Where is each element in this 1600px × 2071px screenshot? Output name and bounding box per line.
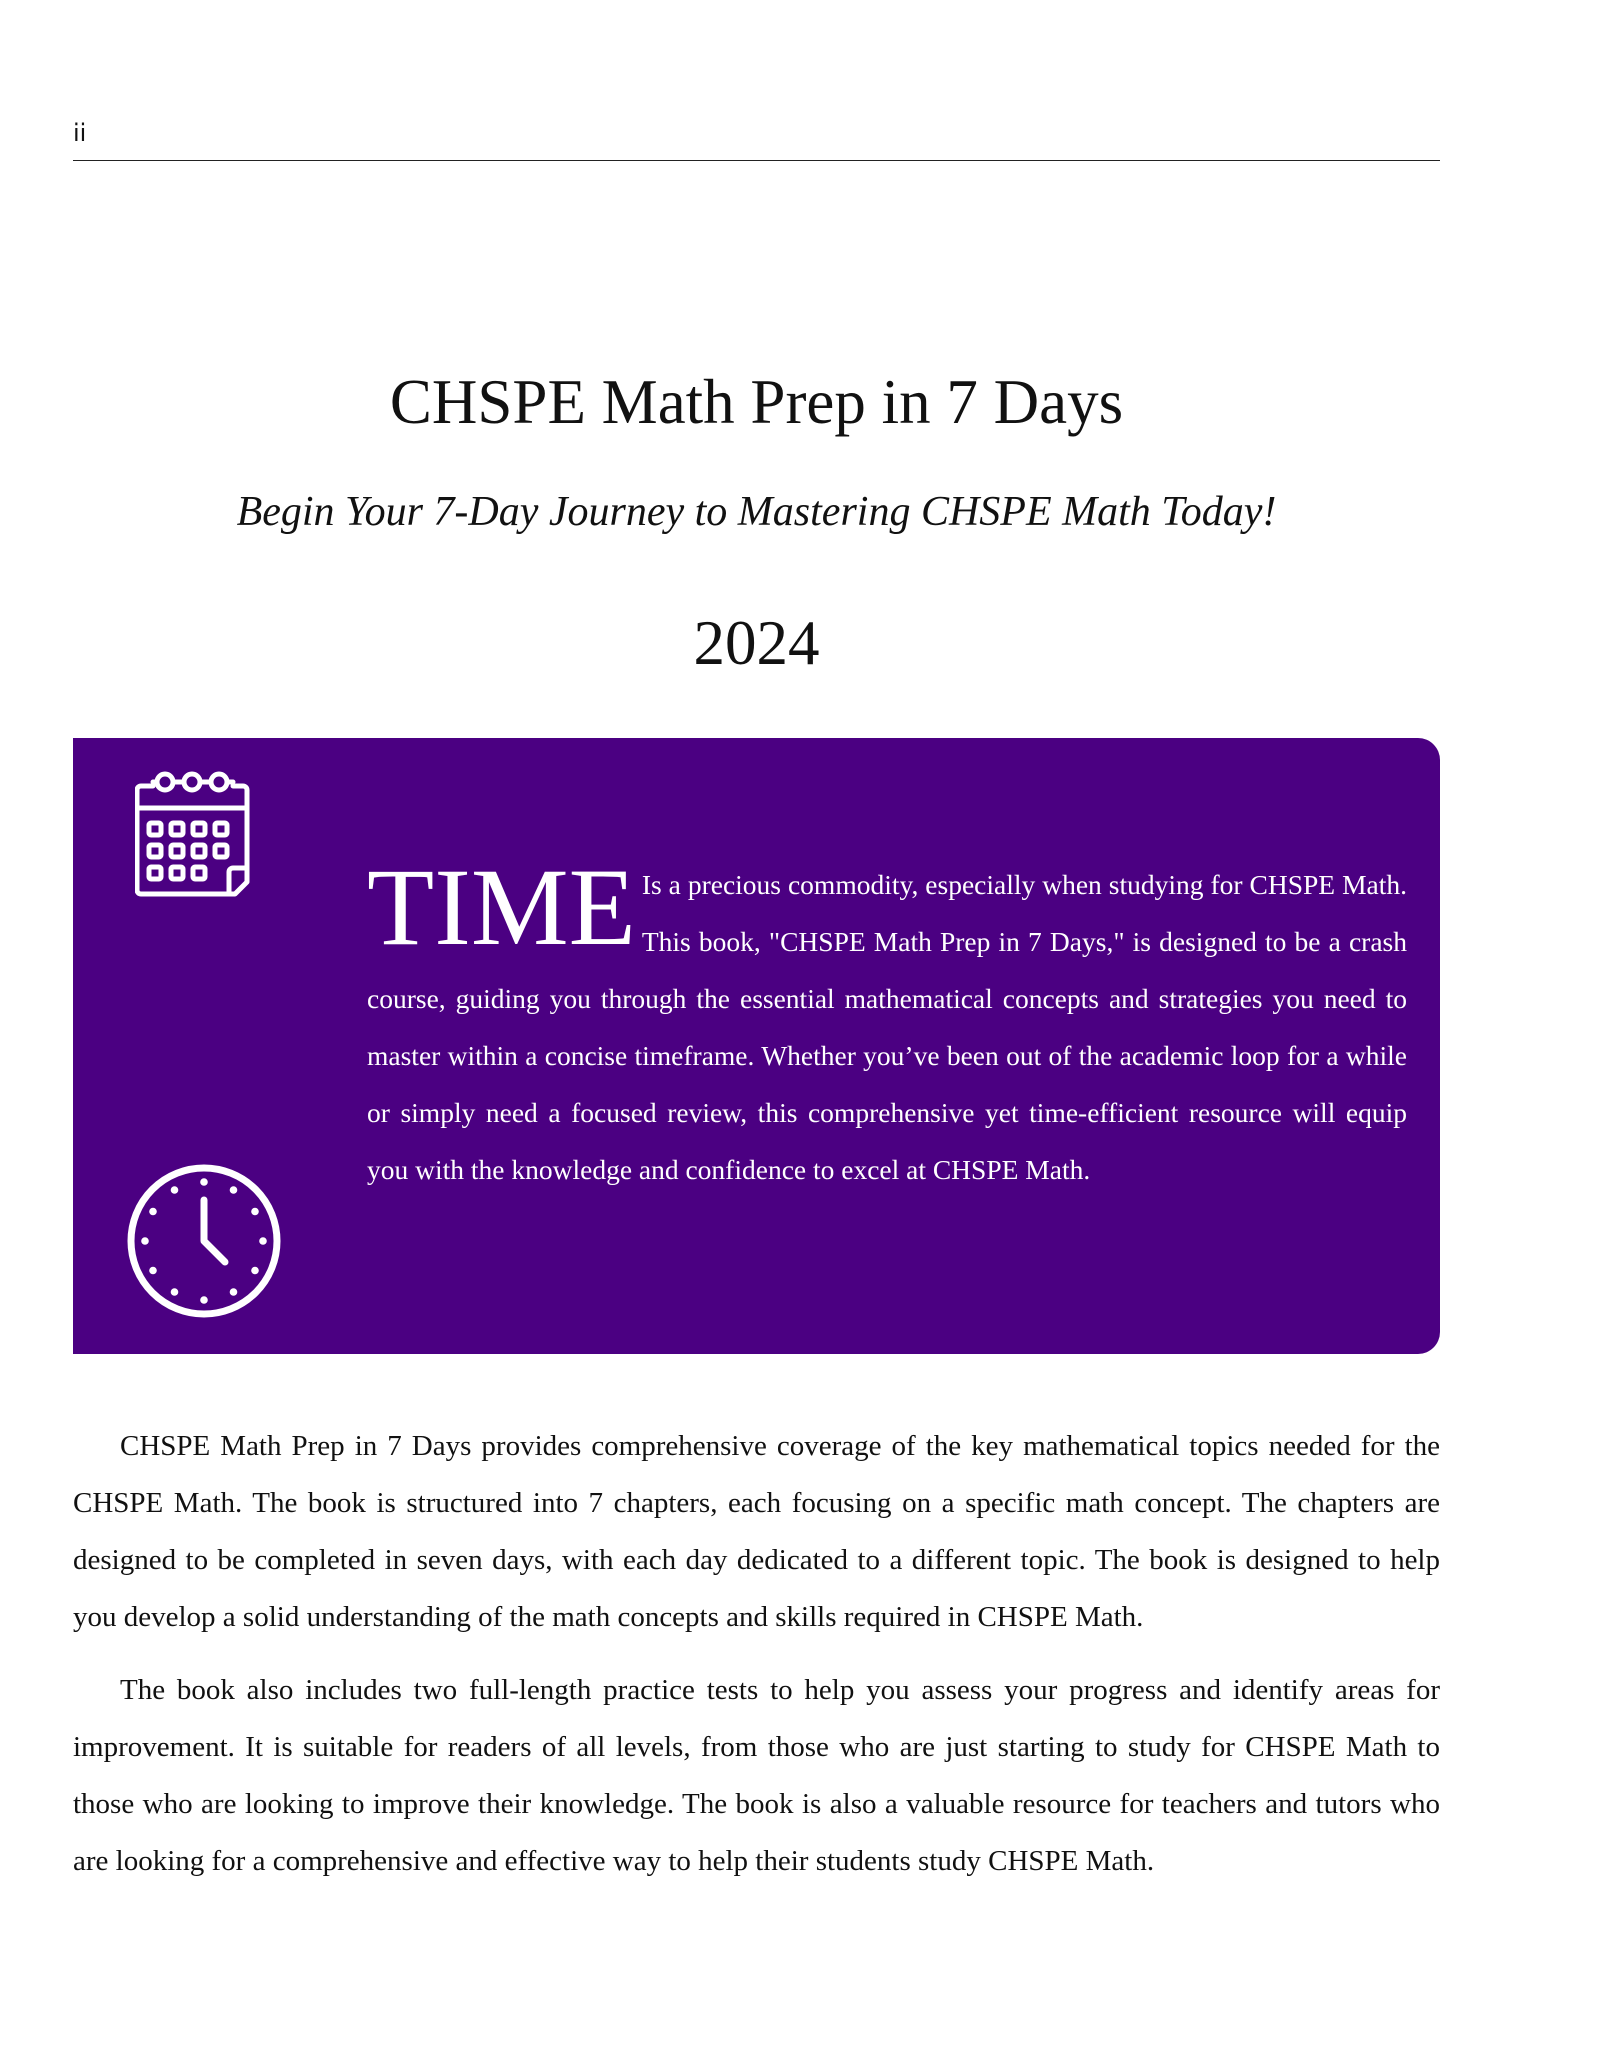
dropcap-word: TIME <box>367 846 636 968</box>
body-paragraph: The book also includes two full-length practice tests to help you assess your progress and identify areas for improvement. It is suitable for readers of all levels, from those who are just starting to study for CHSPE Math to those who are looking to improve their knowledge. The book is also a valuable resource for teachers and tutors who are looking for a comprehensive and effective way to help their students study CHSPE Math. <box>73 1674 1440 1877</box>
header-rule <box>73 160 1440 161</box>
book-subtitle: Begin Your 7-Day Journey to Mastering CHSPE Math Today! <box>236 489 1277 535</box>
time-callout-body: Is a precious commodity, especially when studying for CHSPE Math. This book, "CHSPE Math Prep in 7 Days," is designed to be a crash course, guiding you through the essential mathematical concepts and strategies you need to master within a concise timeframe. Whether you’ve been out of the academic loop for a while or simply need a focused review, this comprehensive yet time-efficient resource will equip you with the knowledge and confidence to excel at CHSPE Math. <box>367 869 1407 1185</box>
time-callout-text <box>367 846 1407 1198</box>
clock-icon <box>125 1162 283 1320</box>
body-paragraph: CHSPE Math Prep in 7 Days provides comprehensive coverage of the key mathematical topics needed for the CHSPE Math. The book is structured into 7 chapters, each focusing on a specific math concept. The chapters are designed to be completed in seven days, with each day dedicated to a different topic. The book is designed to help you develop a solid understanding of the math concepts and skills required in CHSPE Math. <box>73 1430 1440 1633</box>
page-number: ii <box>73 119 87 147</box>
book-title: CHSPE Math Prep in 7 Days <box>389 367 1124 437</box>
book-year: 2024 <box>693 608 820 678</box>
calendar-icon <box>135 768 250 898</box>
time-callout-box <box>73 738 1440 1354</box>
